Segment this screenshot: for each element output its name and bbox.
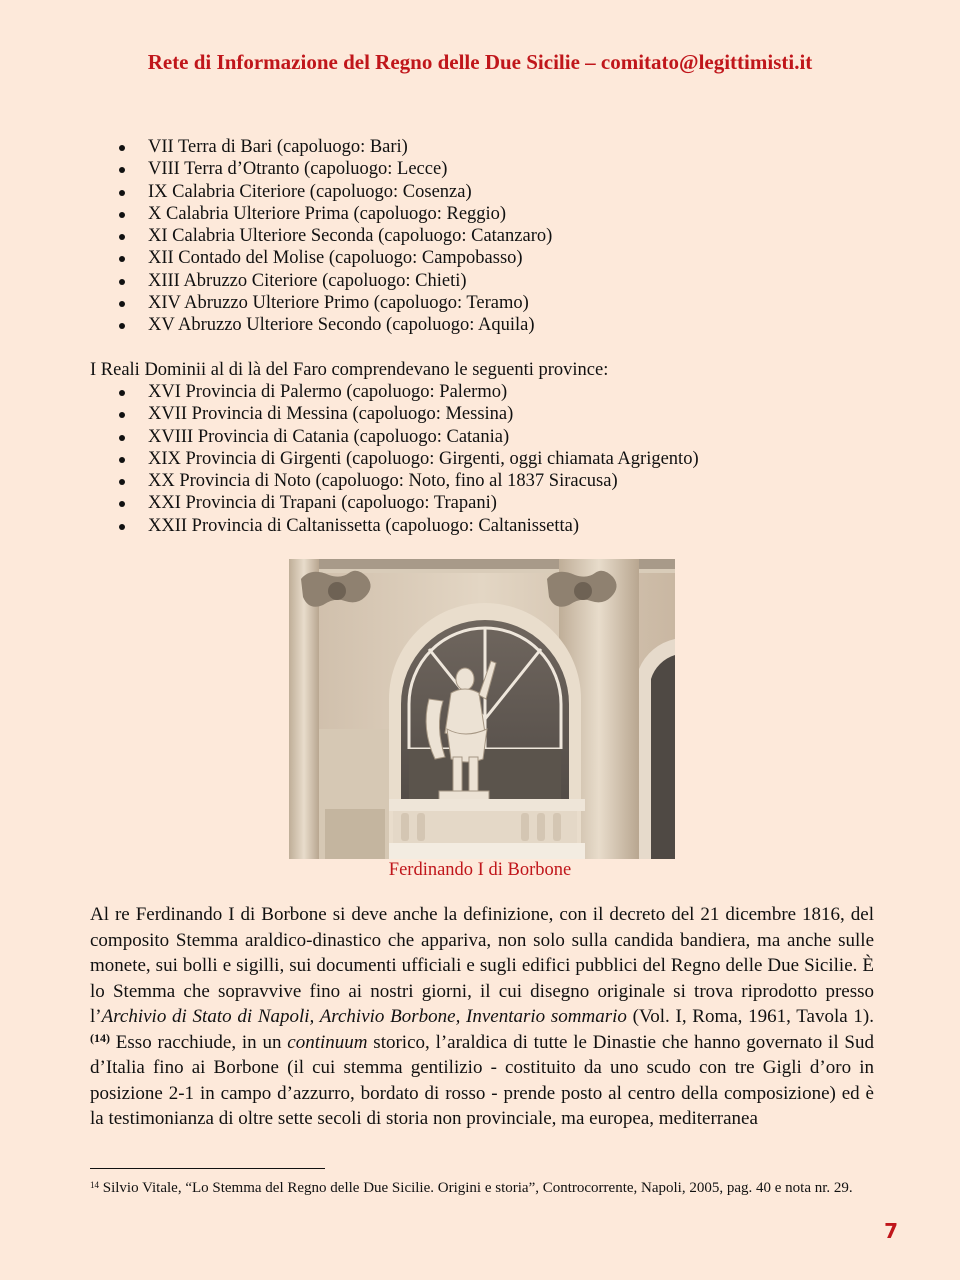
list-item: XVIII Provincia di Catania (capoluogo: Catania): [90, 426, 699, 448]
body-paragraph: [90, 902, 874, 1132]
province-list-continental: [90, 136, 552, 337]
body-text-1: Al re Ferdinando I di Borbone si deve anche la definizione, con il decreto del 21 dicembre 1816, del composito Stemma araldico-dinastico che appariva, non solo sulla candida bandiera, ma anche sulle monete, sui bolli e sigilli, sui documenti ufficiali e sugli edifici pubblici del Regno delle Due Sicilie. È lo Stemma che sopravvive fino ai nostri giorni, il cui disegno originale si trova riprodotto presso l’: [90, 904, 874, 1027]
figure-caption: Ferdinando I di Borbone: [388, 860, 572, 880]
list-item: XV Abruzzo Ulteriore Secondo (capoluogo: Aquila): [90, 314, 552, 336]
list-item: X Calabria Ulteriore Prima (capoluogo: Reggio): [90, 203, 552, 225]
continuum-term: continuum: [287, 1031, 368, 1053]
statue-niche-image: [289, 559, 675, 859]
list-item: XIII Abruzzo Citeriore (capoluogo: Chieti): [90, 270, 552, 292]
footnote-text: Silvio Vitale, “Lo Stemma del Regno delle Due Sicilie. Origini e storia”, Controcorrente, Napoli, 2005, pag. 40 e nota nr. 29.: [99, 1180, 853, 1196]
body-text-2: (Vol. I, Roma, 1961, Tavola 1).: [626, 1006, 875, 1027]
archive-citation: Archivio di Stato di Napoli, Archivio Borbone, Inventario sommario: [101, 1006, 627, 1027]
list-item: XIX Provincia di Girgenti (capoluogo: Girgenti, oggi chiamata Agrigento): [90, 448, 699, 470]
list-item: VIII Terra d’Otranto (capoluogo: Lecce): [90, 158, 552, 180]
list-item: XII Contado del Molise (capoluogo: Campobasso): [90, 247, 552, 269]
footnote-divider: [90, 1168, 325, 1169]
list-item: XXI Provincia di Trapani (capoluogo: Trapani): [90, 492, 699, 514]
intro-paragraph: I Reali Dominii al di là del Faro comprendevano le seguenti province:: [90, 360, 609, 380]
page-header: Rete di Informazione del Regno delle Due Sicilie – comitato@legittimisti.it: [147, 50, 813, 74]
province-list-sicily: [90, 381, 699, 537]
list-item: XVII Provincia di Messina (capoluogo: Messina): [90, 403, 699, 425]
list-item: XX Provincia di Noto (capoluogo: Noto, fino al 1837 Siracusa): [90, 470, 699, 492]
footnote-ref[interactable]: (14): [90, 1030, 110, 1045]
list-item: XVI Provincia di Palermo (capoluogo: Palermo): [90, 381, 699, 403]
page-number: 7: [884, 1219, 898, 1243]
footnote-number: 14: [90, 1180, 99, 1190]
list-item: XXII Provincia di Caltanissetta (capoluogo: Caltanissetta): [90, 515, 699, 537]
list-item: XI Calabria Ulteriore Seconda (capoluogo: Catanzaro): [90, 225, 552, 247]
list-item: IX Calabria Citeriore (capoluogo: Cosenza): [90, 181, 552, 203]
body-text-4: storico, l’araldica di tutte le Dinastie che hanno governato il Sud d’Italia fino ai Borbone (il cui stemma gentilizio - costituito da uno scudo con tre Gigli d’oro in posizione 2-1 in campo d’azzurro, bordato di rosso - prende posto al centro della composizione) ed è la testimonianza di oltre sette secoli di storia non provinciale, ma europea, mediterranea: [90, 1031, 874, 1129]
footnote: [90, 1180, 874, 1198]
statue-photo: [289, 559, 675, 859]
list-item: XIV Abruzzo Ulteriore Primo (capoluogo: Teramo): [90, 292, 552, 314]
list-item: VII Terra di Bari (capoluogo: Bari): [90, 136, 552, 158]
body-text-3: Esso racchiude, in un: [110, 1031, 288, 1053]
